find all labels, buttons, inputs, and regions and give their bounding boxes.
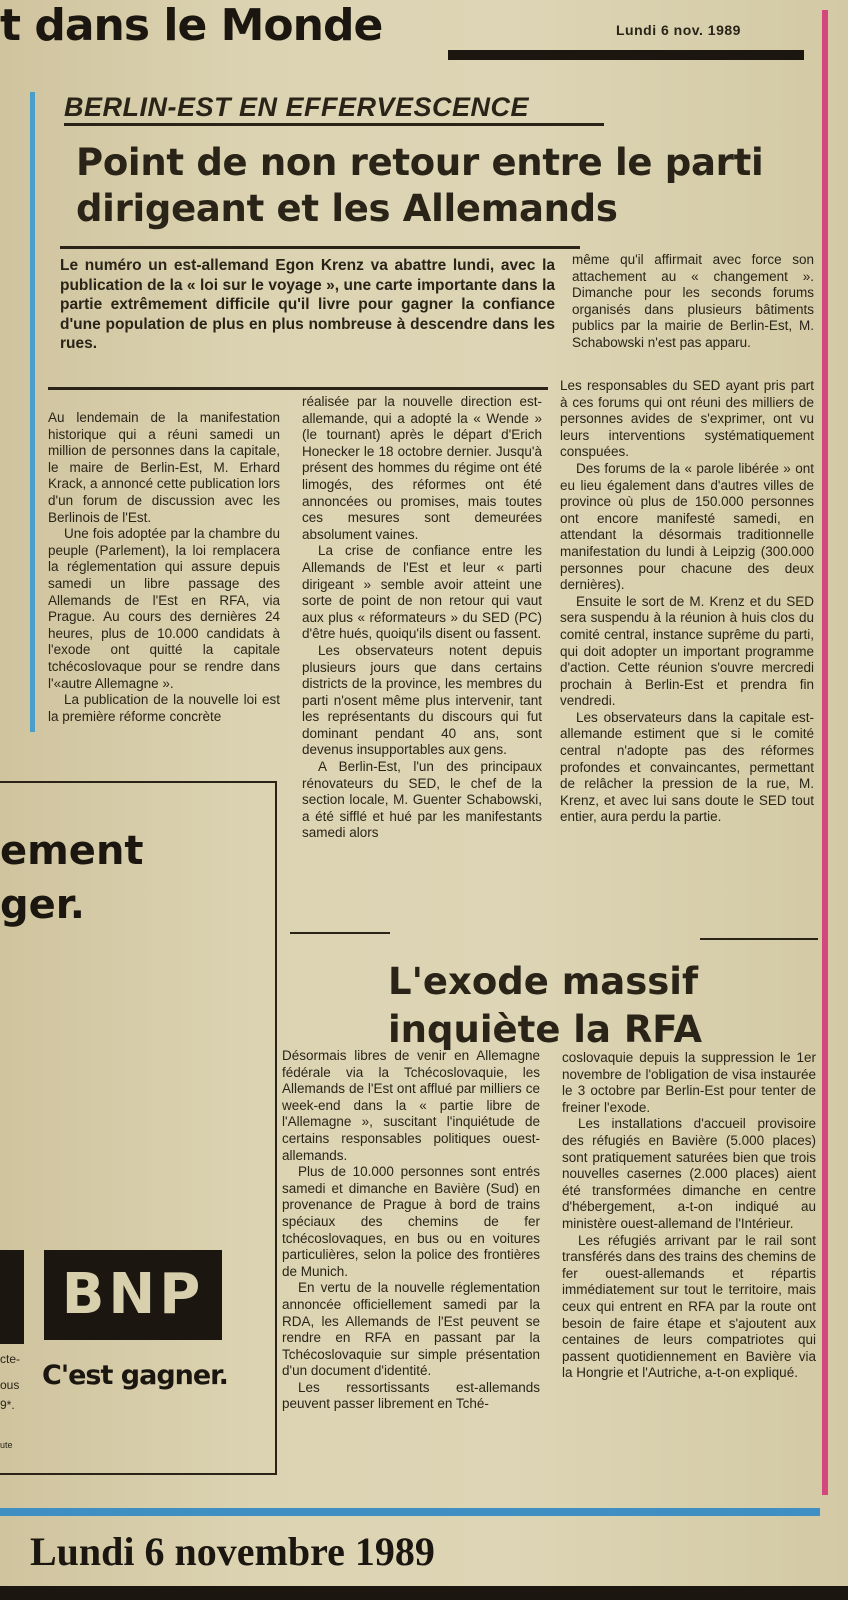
article-headline: Point de non retour entre le parti dirigeant et les Allemands xyxy=(76,141,764,230)
ad-line-2: ger. xyxy=(0,882,85,928)
paragraph: Au lendemain de la manifestation historique qui a réuni samedi un million de personnes dans la capitale, le maire de Berlin-Est, M. Erhard Krack, a annoncé cette publication lors d'un forum de discussion avec les Berlinois de l'Est. xyxy=(48,410,280,525)
ad-fragment: 9*. xyxy=(0,1398,15,1412)
bnp-logo: BNP xyxy=(44,1250,222,1340)
ad-line-1: ement xyxy=(0,828,144,874)
paragraph: Plus de 10.000 personnes sont entrés samedi et dimanche en Bavière (Sud) en provenance de Prague à bord de trains spéciaux des chemins de fer tchécoslovaques, en bus ou en voitures particulières, selon la police des frontières de Munich. xyxy=(282,1164,540,1279)
paragraph: Une fois adoptée par la chambre du peuple (Parlement), la loi remplacera la réglementation qui assure depuis samedi un libre passage des Allemands de l'Est en RFA, via Prague. Au cours des dernières 24 heures, plus de 10.000 candidats à l'exode ont quitté la capitale tchécoslovaque pour se rendre dans l'«autre Allemagne ». xyxy=(48,526,280,691)
article1-column-top-right xyxy=(572,252,814,352)
ad-fragment: ous xyxy=(0,1378,20,1392)
paragraph: Les observateurs notent depuis plusieurs jours que dans certains districts de la province, les membres du parti n'osent même plus intervenir, tant les représentants du discours qui fut dominant pendant 40 ans, sont devenus insupportables aux gens. xyxy=(302,642,542,758)
paragraph: Désormais libres de venir en Allemagne fédérale via la Tchécoslovaquie, les Allemands de l'Est ont afflué par milliers ce week-end dans la « partie libre de l'Allemagne », suscitant l'inquiétude de certains responsables politiques ouest-allemands. xyxy=(282,1048,540,1163)
headline-rule xyxy=(60,246,580,249)
ad-fragment: ute xyxy=(0,1440,13,1450)
paragraph: Des forums de la « parole libérée » ont eu lieu également dans d'autres villes de province où plus de 150.000 personnes ont encore manifesté samedi, en attendant la désormais traditionnelle manifestation du lundi à Leipzig (300.000 personnes pour chacune des deux dernières). xyxy=(560,460,814,593)
article2-column-2 xyxy=(562,1050,816,1382)
article2-rule-left xyxy=(290,932,390,934)
paragraph: En vertu de la nouvelle réglementation annoncée officiellement samedi par la RDA, les Allemands de l'Est peuvent se rendre en RFA en passant par la Tchécoslovaquie sur simple présentation d'un document d'identité. xyxy=(282,1280,540,1379)
paragraph: Les installations d'accueil provisoire des réfugiés en Bavière (5.000 places) sont pratiquement saturées bien que trois nouvelles casernes (2.000 places) aient été transformées dimanche en centre d'hébergement, a-t-on indiqué au ministère ouest-allemand de l'Intérieur. xyxy=(562,1116,816,1231)
article1-column-3 xyxy=(560,378,814,826)
footer-blue-rule xyxy=(0,1508,820,1516)
ad-fragment: ctе- xyxy=(0,1352,21,1366)
article2-headline: L'exode massif inquiète la RFA xyxy=(388,960,702,1051)
paragraph: réalisée par la nouvelle direction est-allemande, qui a adopté la « Wende » (le tournant) après le départ d'Erich Honecker le 18 octobre dernier. Jusqu'à présent des hommes du régime ont été limogés, des réformes ont été annoncées ou promises, mais toutes ces mesures sont demeurées absolument vaines. xyxy=(302,394,542,542)
left-margin-bar xyxy=(30,92,35,732)
lead-rule xyxy=(48,387,548,390)
footer-date: Lundi 6 novembre 1989 xyxy=(30,1529,435,1574)
article-lead: Le numéro un est-allemand Egon Krenz va abattre lundi, avec la publication de la « loi sur le voyage », une carte importante dans la partie extrêmement difficile qu'il livre pour gagner la confiance d'une population de plus en plus nombreuse à descendre dans les rues. xyxy=(60,257,555,352)
paragraph: A Berlin-Est, l'un des principaux rénovateurs du SED, le chef de la section locale, M. Guenter Schabowski, a été sifflé et hué par les manifestants samedi alors xyxy=(302,759,542,841)
masthead-title: t dans le Monde xyxy=(0,0,383,51)
paragraph: Les réfugiés arrivant par le rail sont transférés dans des trains des chemins de fer ouest-allemands et répartis immédiatement sur tout le territoire, mais ceux qui entrent en RFA par la route ont besoin de faire étape et s'ajoutent aux centaines de leurs compatriotes qui passent quotidiennement en Bavière via la Hongrie et l'Autriche, a-t-on expliqué. xyxy=(562,1232,816,1381)
paragraph: Ensuite le sort de M. Krenz et du SED sera suspendu à la réunion à huis clos du comité central, instance suprême du parti, qui doit adopter un important programme d'action. Cette réunion s'ouvre mercredi prochain à Berlin-Est et prendra fin vendredi. xyxy=(560,593,814,709)
masthead-date: Lundi 6 nov. 1989 xyxy=(616,22,741,38)
paragraph: même qu'il affirmait avec force son attachement au « changement ». Dimanche pour les seconds forums organisés dans plusieurs bâtiments publics par la mairie de Berlin-Est, M. Schabowski n'est pas apparu. xyxy=(572,252,814,350)
paragraph: Les observateurs dans la capitale est-allemande estiment que si le comité central n'adopte pas des réformes profondes et convaincantes, permettant de relâcher la pression de la rue, M. Krenz, et avec lui sans doute le SED tout entier, aura perdu la partie. xyxy=(560,709,814,825)
paragraph: Les ressortissants est-allemands peuvent passer librement en Tché- xyxy=(282,1379,540,1412)
ad-black-block xyxy=(0,1250,24,1344)
article2-column-1 xyxy=(282,1048,540,1413)
paragraph: La crise de confiance entre les Allemands de l'Est et leur « parti dirigeant » semble avoir atteint une sorte de point de non retour qui vaut aux plus « réformateurs » du SED (PC) d'être hués, quoiqu'ils disent ou fassent. xyxy=(302,543,542,642)
right-margin-bar xyxy=(822,10,828,1495)
article1-column-1 xyxy=(48,410,280,725)
footer-black-rule xyxy=(0,1586,848,1600)
masthead-rule xyxy=(448,50,804,60)
paragraph: Les responsables du SED ayant pris part à ces forums qui ont réuni des milliers de personnes avides de s'exprimer, ont vu leurs interventions systématiquement conspuées. xyxy=(560,378,814,460)
ad-slogan: C'est gagner. xyxy=(42,1360,228,1391)
paragraph: La publication de la nouvelle loi est la première réforme concrète xyxy=(48,692,280,724)
article2-rule-right xyxy=(700,938,818,940)
article1-column-2 xyxy=(302,394,542,842)
kicker-rule xyxy=(64,123,604,126)
article-kicker: BERLIN-EST EN EFFERVESCENCE xyxy=(64,92,530,122)
paragraph: coslovaquie depuis la suppression le 1er novembre de l'obligation de visa instaurée le 3 octobre par Berlin-Est pour tenter de freiner l'exode. xyxy=(562,1050,816,1115)
